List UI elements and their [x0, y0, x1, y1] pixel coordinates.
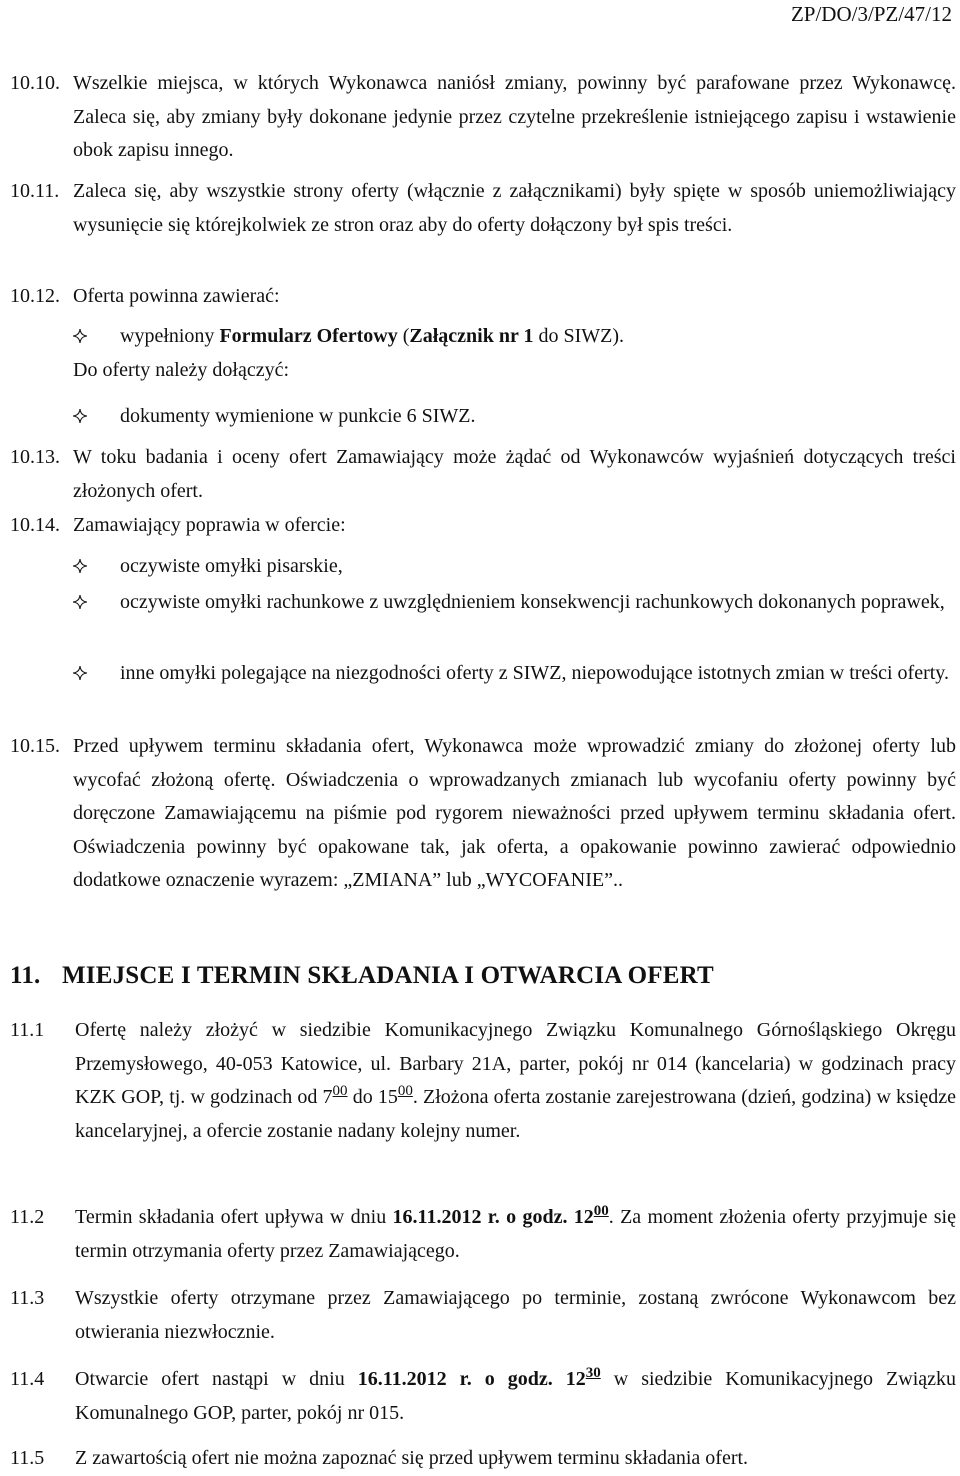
- paragraph-text: Zaleca się, aby wszystkie strony oferty (włącznie z załącznikami) były spięte w sposób uniemożliwiający wysunięcie się którejkolwiek ze stron oraz aby do oferty dołączony był spis treści.: [73, 180, 956, 236]
- paragraph-text: Zamawiający poprawia w ofercie:: [73, 514, 346, 536]
- paragraph-10-13: [10, 441, 956, 508]
- paragraph-text: Oferta powinna zawierać:: [73, 285, 280, 307]
- paragraph-number: 10.10.: [10, 72, 60, 94]
- paragraph-10-11: [10, 175, 956, 242]
- attachments-intro: Do oferty należy dołączyć:: [73, 359, 290, 381]
- section-heading: [10, 962, 714, 990]
- section-number: 11.: [10, 962, 41, 989]
- diamond-star-bullet-icon: [73, 329, 87, 343]
- paragraph-number: 11.4: [10, 1368, 45, 1390]
- paragraph-text: Wszystkie oferty otrzymane przez Zamawiającego po terminie, zostaną zwrócone Wykonawcom bez otwierania niezwłocznie.: [75, 1287, 956, 1343]
- document-reference: ZP/DO/3/PZ/47/12: [790, 2, 952, 26]
- list-item-dokumenty: [73, 400, 956, 434]
- paragraph-10-12: [10, 280, 956, 314]
- diamond-star-bullet-icon: [73, 559, 87, 573]
- paragraph-number: 11.5: [10, 1447, 45, 1469]
- paragraph-11-3: [10, 1282, 956, 1349]
- paragraph-number: 10.13.: [10, 446, 60, 468]
- paragraph-number: 10.11.: [10, 180, 60, 202]
- paragraph-text: Przed upływem terminu składania ofert, Wykonawca może wprowadzić zmiany do złożonej oferty lub wycofać złożoną ofertę. Oświadczenia o wprowadzanych zmianach lub wycofaniu oferty powinny być doręczone Zamawiającemu na piśmie pod rygorem nieważności przed upływem terminu składania ofert. Oświadczenia powinny być opakowane tak, jak oferta, a opakowanie powinno zawierać odpowiednio dodatkowe oznaczenie wyrazem: „ZMIANA” lub „WYCOFANIE”..: [73, 735, 956, 891]
- paragraph-number: 10.15.: [10, 735, 60, 757]
- list-item: [73, 586, 956, 620]
- paragraph-text: Ofertę należy złożyć w siedzibie Komunikacyjnego Związku Komunalnego Górnośląskiego Okręgu Przemysłowego, 40-053 Katowice, ul. Barbary 21A, parter, pokój nr 014 (kancelaria) w godzinach pracy KZK GOP, tj. w godzinach od $7^{00}$ do $15^{00}$. Złożona oferta zostanie zarejestrowana (dzień, godzina) w księdze kancelaryjnej, a ofercie zostanie nadany kolejny numer.: [75, 1019, 957, 1142]
- paragraph-11-2: [10, 1201, 956, 1268]
- paragraph-10-10: [10, 67, 956, 168]
- list-item: [73, 550, 956, 584]
- paragraph-number: 10.14.: [10, 514, 60, 536]
- diamond-star-bullet-icon: [73, 595, 87, 609]
- paragraph-text: Wszelkie miejsca, w których Wykonawca naniósł zmiany, powinny być parafowane przez Wykonawcę. Zaleca się, aby zmiany były dokonane jedynie przez czytelne przekreślenie istniejącego zapisu i wstawienie obok zapisu innego.: [73, 72, 956, 161]
- paragraph-text: W toku badania i oceny ofert Zamawiający może żądać od Wykonawców wyjaśnień dotyczących treści złożonych ofert.: [73, 446, 956, 502]
- paragraph-11-5: [10, 1442, 956, 1476]
- paragraph-11-4: [10, 1363, 956, 1430]
- paragraph-11-1: [10, 1014, 956, 1148]
- paragraph-text: Z zawartością ofert nie można zapoznać się przed upływem terminu składania ofert.: [75, 1447, 749, 1469]
- list-item-text: oczywiste omyłki pisarskie,: [120, 555, 343, 577]
- paragraph-text: Otwarcie ofert nastąpi w dniu 16.11.2012 r. o godz. $12^{30}$ w siedzibie Komunikacyjnego Związku Komunalnego GOP, parter, pokój nr 015.: [75, 1365, 957, 1424]
- paragraph-number: 11.2: [10, 1206, 45, 1228]
- diamond-star-bullet-icon: [73, 409, 87, 423]
- list-item-text: dokumenty wymienione w punkcie 6 SIWZ.: [120, 405, 476, 427]
- paragraph-10-14: [10, 509, 956, 543]
- list-item-formularz: [73, 320, 956, 354]
- section-title: MIEJSCE I TERMIN SKŁADANIA I OTWARCIA OFERT: [62, 962, 714, 989]
- diamond-star-bullet-icon: [73, 666, 87, 680]
- paragraph-number: 10.12.: [10, 285, 60, 307]
- list-item: [73, 657, 956, 691]
- paragraph-number: 11.1: [10, 1019, 45, 1041]
- list-item-text: wypełniony Formularz Ofertowy (Załącznik nr 1 do SIWZ).: [120, 325, 625, 347]
- paragraph-number: 11.3: [10, 1287, 45, 1309]
- paragraph-text: Termin składania ofert upływa w dniu 16.11.2012 r. o godz. $12^{00}$. Za moment złożenia oferty przyjmuje się termin otrzymania oferty przez Zamawiającego.: [75, 1203, 956, 1262]
- paragraph-10-15: [10, 730, 956, 898]
- list-item-text: oczywiste omyłki rachunkowe z uwzględnieniem konsekwencji rachunkowych dokonanych poprawek,: [120, 591, 945, 613]
- list-item-text: inne omyłki polegające na niezgodności oferty z SIWZ, niepowodujące istotnych zmian w treści oferty.: [120, 662, 949, 684]
